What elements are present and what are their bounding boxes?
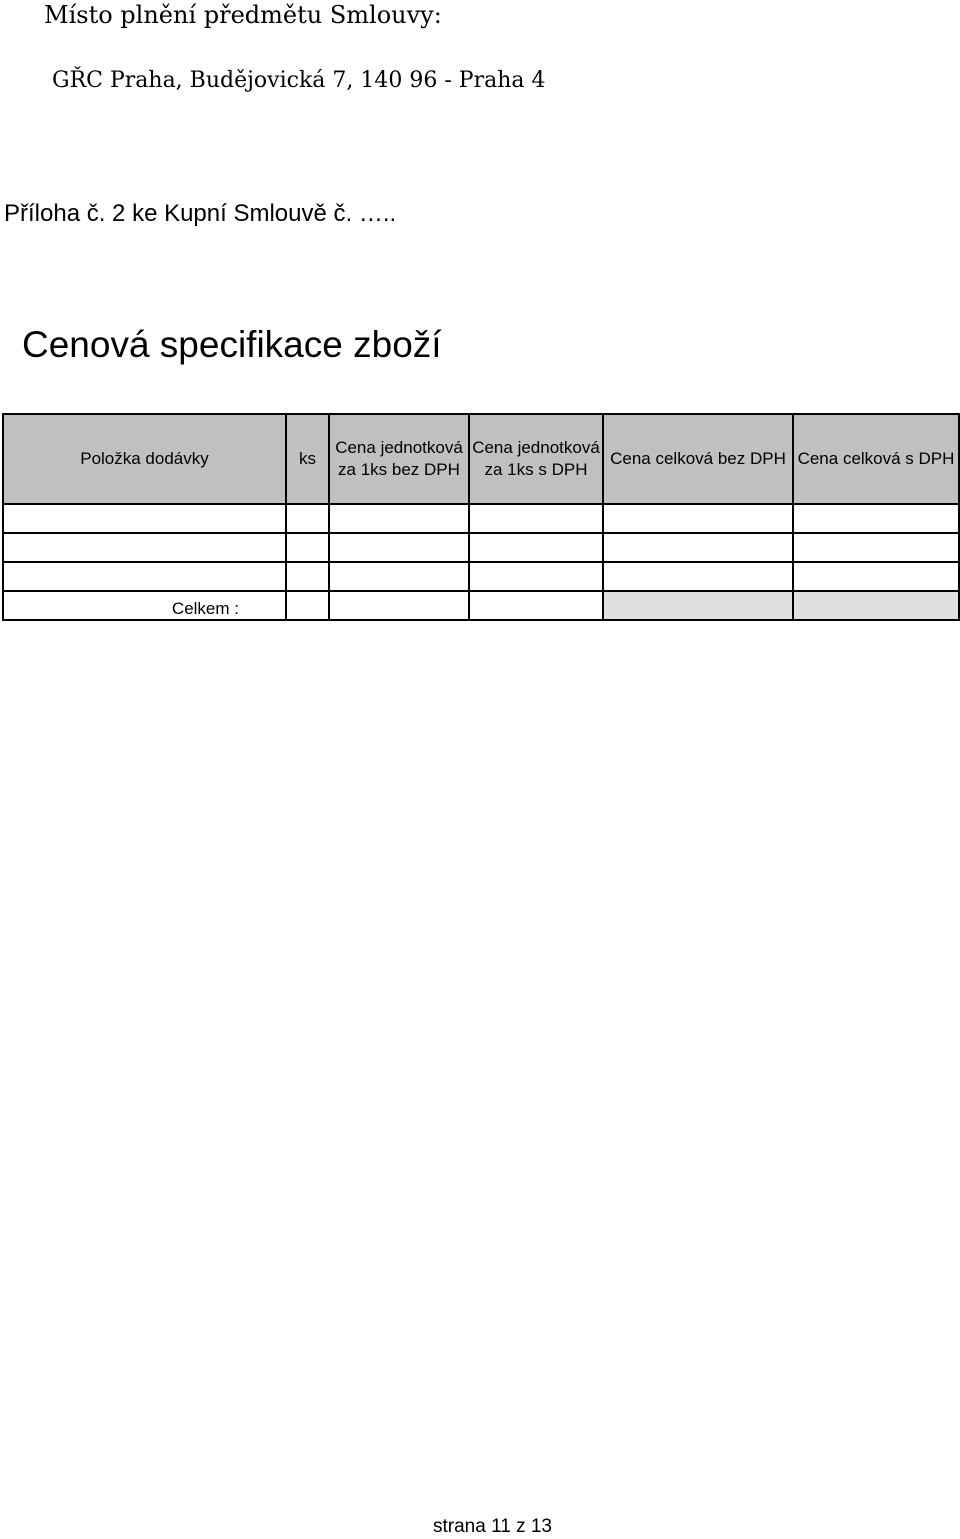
price-specification-table bbox=[2, 413, 960, 621]
annex-heading: Příloha č. 2 ke Kupní Smlouvě č. ….. bbox=[4, 200, 397, 227]
total-unit-price-incl-vat bbox=[469, 591, 603, 620]
delivery-place-heading: Místo plnění předmětu Smlouvy: bbox=[44, 1, 442, 29]
delivery-place-address: GŘC Praha, Budějovická 7, 140 96 - Praha 4 bbox=[52, 68, 546, 93]
header-item: Položka dodávky bbox=[3, 414, 286, 504]
table-total-row bbox=[3, 591, 959, 620]
table-header-row bbox=[3, 414, 959, 504]
header-quantity: ks bbox=[286, 414, 329, 504]
cell-item bbox=[3, 562, 286, 591]
cell-total-price-incl-vat bbox=[793, 562, 959, 591]
cell-unit-price-excl-vat bbox=[329, 504, 469, 533]
cell-total-price-excl-vat bbox=[603, 533, 793, 562]
table-row bbox=[3, 533, 959, 562]
total-label: Celkem : bbox=[3, 591, 286, 620]
cell-item bbox=[3, 533, 286, 562]
page-number: strana 11 z 13 bbox=[432, 1516, 552, 1537]
total-quantity bbox=[286, 591, 329, 620]
cell-unit-price-excl-vat bbox=[329, 562, 469, 591]
cell-unit-price-incl-vat bbox=[469, 562, 603, 591]
table-row bbox=[3, 504, 959, 533]
header-total-price-excl-vat: Cena celková bez DPH bbox=[603, 414, 793, 504]
cell-unit-price-incl-vat bbox=[469, 533, 603, 562]
cell-total-price-excl-vat bbox=[603, 562, 793, 591]
header-unit-price-excl-vat: Cena jednotková za 1ks bez DPH bbox=[329, 414, 469, 504]
total-unit-price-excl-vat bbox=[329, 591, 469, 620]
cell-quantity bbox=[286, 533, 329, 562]
table-row bbox=[3, 562, 959, 591]
cell-quantity bbox=[286, 562, 329, 591]
document-title: Cenová specifikace zboží bbox=[22, 324, 442, 365]
header-unit-price-incl-vat: Cena jednotková za 1ks s DPH bbox=[469, 414, 603, 504]
cell-total-price-excl-vat bbox=[603, 504, 793, 533]
header-total-price-incl-vat: Cena celková s DPH bbox=[793, 414, 959, 504]
cell-total-price-incl-vat bbox=[793, 533, 959, 562]
cell-quantity bbox=[286, 504, 329, 533]
cell-item bbox=[3, 504, 286, 533]
total-price-excl-vat bbox=[603, 591, 793, 620]
cell-unit-price-incl-vat bbox=[469, 504, 603, 533]
total-price-incl-vat bbox=[793, 591, 959, 620]
cell-unit-price-excl-vat bbox=[329, 533, 469, 562]
cell-total-price-incl-vat bbox=[793, 504, 959, 533]
